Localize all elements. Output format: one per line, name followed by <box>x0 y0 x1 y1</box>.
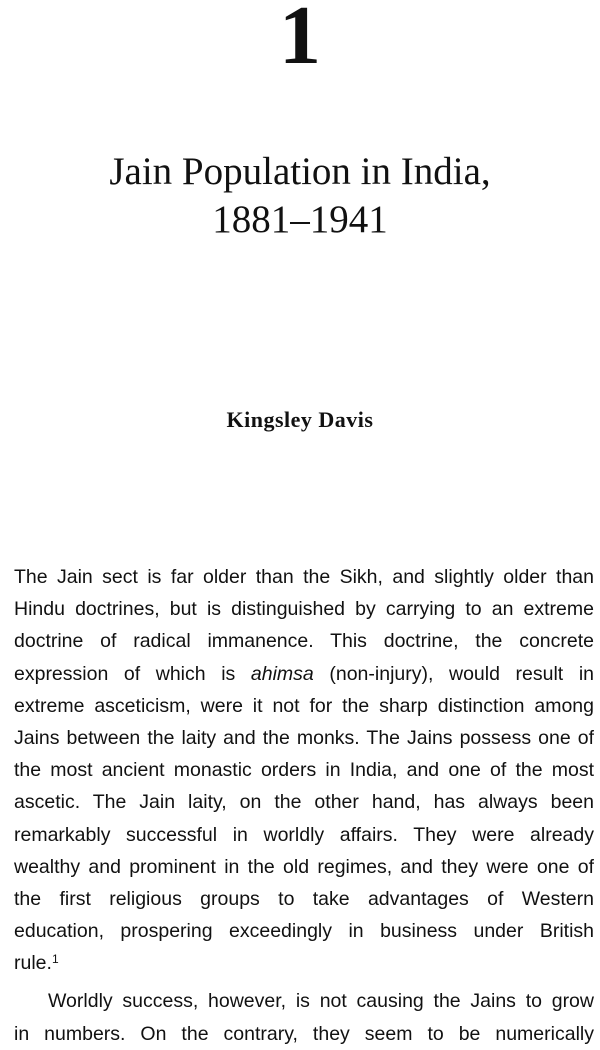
text-line: ascetic. The Jain laity, on the other hand, has always been <box>14 791 594 814</box>
chapter-title <box>0 148 600 244</box>
italic-term: ahimsa <box>250 662 314 685</box>
paragraph-2 <box>14 985 594 1049</box>
body-text <box>14 561 594 1050</box>
text-line: wealthy and prominent in the old regimes, and they were one of <box>14 855 594 878</box>
text-line: extreme asceticism, were it not for the sharp distinction among <box>14 694 594 717</box>
text-line: doctrine of radical immanence. This doctrine, the concrete <box>14 630 594 653</box>
text-line: the first religious groups to take advantages of Western <box>14 887 594 910</box>
text-fragment: rule. <box>14 952 52 975</box>
paragraph-1 <box>14 561 594 979</box>
text-line: Worldly success, however, is not causing the Jains to grow <box>48 990 594 1013</box>
footnote-marker[interactable]: 1 <box>51 952 59 967</box>
chapter-title-line-1: Jain Population in India, <box>109 150 491 193</box>
text-line: in numbers. On the contrary, they seem to be numerically <box>14 1022 594 1045</box>
chapter-title-line-2: 1881–1941 <box>212 198 388 241</box>
text-line: education, prospering exceedingly in business under British <box>14 920 594 943</box>
text-line: the most ancient monastic orders in India, and one of the most <box>14 759 594 782</box>
text-line: Jains between the laity and the monks. The Jains possess one of <box>14 726 594 749</box>
text-fragment: (non-injury), would result in <box>313 662 594 685</box>
text-fragment: expression of which is <box>14 662 251 685</box>
text-line: remarkably successful in worldly affairs. They were already <box>14 823 594 846</box>
text-line-with-italic <box>14 658 594 690</box>
author-name: Kingsley Davis <box>226 407 374 432</box>
chapter-number: 1 <box>279 0 321 82</box>
text-line: Hindu doctrines, but is distinguished by carrying to an extreme <box>14 598 594 621</box>
text-line <box>14 947 594 979</box>
text-line: The Jain sect is far older than the Sikh, and slightly older than <box>14 566 594 588</box>
